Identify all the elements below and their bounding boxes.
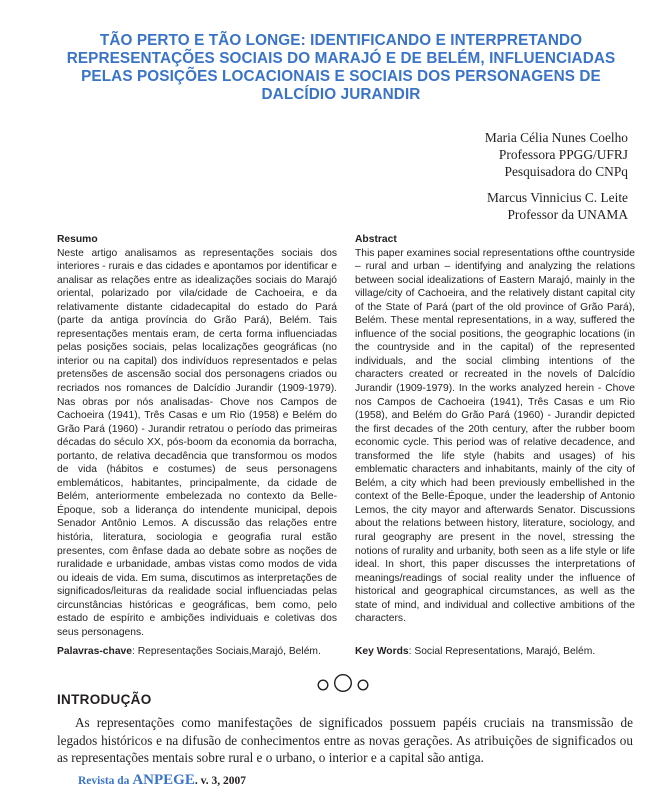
author-name: Marcus Vinnicius C. Leite xyxy=(486,190,628,205)
circle-ornament-icon xyxy=(313,672,373,694)
journal-footer xyxy=(78,771,246,789)
journal-brand: ANPEGE xyxy=(132,772,195,788)
journal-volume: . v. 3, 2007 xyxy=(194,775,246,787)
resumo-column xyxy=(57,233,337,639)
keywords-value: : Representações Sociais,Marajó, Belém. xyxy=(132,646,321,657)
journal-name: Revista da xyxy=(78,775,133,787)
intro-paragraph: As representações como manifestações de significados possuem papéis cruciais na transmissão de legados históricos e na difusão de conhecimentos entre as novas gerações. As atribuições de significados ou as representações mentais sobre rural e o urbano, o interior e a capital são antiga. xyxy=(57,715,633,766)
palavras-chave xyxy=(57,645,347,658)
resumo-heading: Resumo xyxy=(57,234,98,245)
article-title: TÃO PERTO E TÃO LONGE: IDENTIFICANDO E INTERPRETANDO REPRESENTAÇÕES SOCIAIS DO MARAJÓ E DE BELÉM, INFLUENCIADAS PELAS POSIÇÕES LOCACIONAIS E SOCIAIS DOS PERSONAGENS DE DALCÍDIO JURANDIR xyxy=(66,32,616,103)
keywords-value: : Social Representations, Marajó, Belém. xyxy=(408,646,596,657)
section-heading: INTRODUÇÃO xyxy=(57,692,152,707)
author-affiliation: Professor da UNAMA xyxy=(507,207,628,223)
key-words xyxy=(355,645,645,658)
abstract-column xyxy=(355,233,635,626)
resumo-text: Neste artigo analisamos as representações sociais dos interiores - rurais e das cidades e apontamos por identificar e analisar as relações entre as idealizações sociais do Marajó oriental, polarizado por vila/cidade de Cachoeira, e da relativamente distante cidadecapital do estado do Pará (parte da antiga província do Grão Pará), Belém. Tais representações mentais eram, de certa forma influenciadas pelas posições sociais, pelas localizações geográficas (no interior ou na capital) dos indivíduos representados e pelas pretensões de ascensão social dos personagens criados ou recriados nos romances de Dalcídio Jurandir (1909-1979). Nas obras por nós analisadas- Chove nos Campos de Cachoeira (1941), Três Casas e um Rio (1958) e Belém do Grão Pará (1960) - Jurandir retratou o período das primeiras décadas do século XX, pós-boom da economia da borracha, portanto, de relativa decadência que transformou os modos de vida (hábitos e costumes) de seus personagens emblemáticos, habitantes, principalmente, da cidade de Belém, anteriormente embelezada no contexto da Belle-Époque, sob a liderança do intendente municipal, depois Senador Antônio Lemos. A discussão das relações entre história, literatura, sociologia e geografia rural estão presentes, com ênfase dada ao debate sobre as noções de ruralidade e urbanidade, ambas vistas como modos de vida ou ideais de vida. Em suma, discutimos as interpretações de significados/leituras da realidade social influenciadas pelas circunstâncias históricas e geográficas, bem como, pelo estado de espírito e ambições individuais e coletivas dos seus personagens. xyxy=(57,247,337,638)
author-name: Maria Célia Nunes Coelho xyxy=(484,130,628,145)
abstract-text: This paper examines social representations ofthe countryside – rural and urban – identifying and analyzing the relations between social idealizations of Eastern Marajó, mainly in the village/city of Cachoeira, and the relatively distant capital city of the State of Pará (part of the old province of Grão Pará), Belém. These mental representations, in a way, suffered the influence of the social positions, the geographic locations (in the countryside and in the capital) of the represented individuals, and the social climbing intentions of the characters created or recreated in the novels of Dalcídio Jurandir (1909-1979). In the works analyzed herein - Chove nos Campos de Cachoeira (1941), Três Casas e um Rio (1958), and Belém do Grão Pará (1960) - Jurandir depicted the first decades of the 20th century, after the rubber boom economic cycle. This period was of relative decadence, and transformed the life style (habits and usages) of his emblematic characters and inhabitants, mainly of the city of Belém, a city which had been previously embellished in the context of the Belle-Époque, under the leadership of Antonio Lemos, the city mayor and afterwards Senator. Discussions about the relations between history, literature, sociology, and rural geography are present in the novel, stressing the notions of rurality and urbanity, both seen as a life style or life ideal. In short, this paper discusses the interpretations of meanings/readings of social reality under the influence of historical and geographical circumstances, as well as the state of mind, and individual and collective ambitions of the characters. xyxy=(355,247,635,625)
author-affiliation: Professora PPGG/UFRJ xyxy=(498,147,628,163)
author-block-1 xyxy=(308,129,628,181)
keywords-label: Key Words xyxy=(355,646,409,657)
author-block-2 xyxy=(308,189,628,223)
author-affiliation: Pesquisadora do CNPq xyxy=(504,164,628,180)
abstract-heading: Abstract xyxy=(355,234,397,245)
keywords-label: Palavras-chave xyxy=(57,646,132,657)
